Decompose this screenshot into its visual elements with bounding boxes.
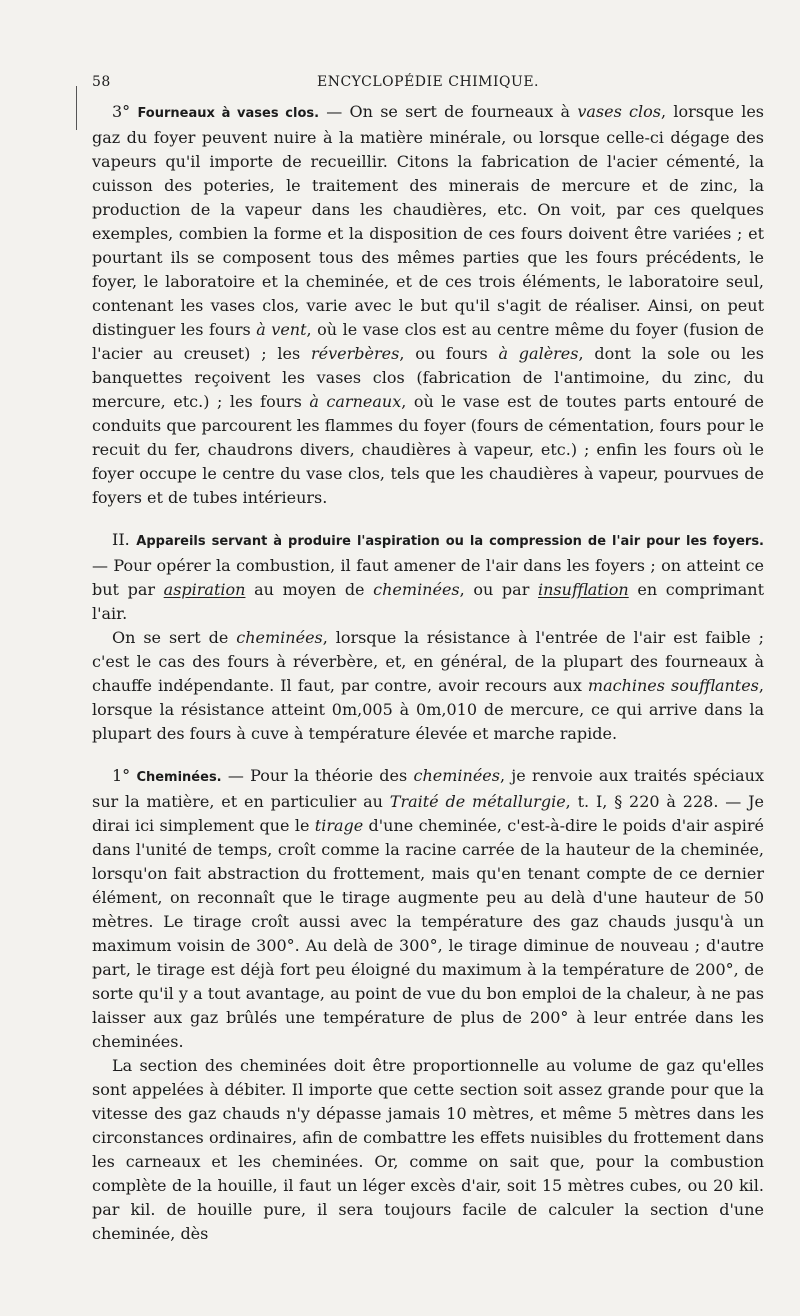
text-run: en comprimant l'air.: [92, 580, 764, 623]
section-heading: Appareils servant à produire l'aspiration ou la compression de l'air pour les foyers.: [136, 534, 764, 549]
text-run: d'une cheminée, c'est-à-dire le poids d'air aspiré dans l'unité de temps, croît comme la racine carrée de la hauteur de la cheminée, lorsqu'on fait abstraction du frottement, mais qu'en tenant compte de ce dernier élément, on reconnaît que le tirage augmente peu au delà d'une hauteur de 50 mètres. Le tirage croît aussi avec la température des gaz chauds jusqu'à un maximum voisin de 300°. Au delà de 300°, le tirage diminue de nouveau ; d'autre part, le tirage est déjà fort peu éloigné du maximum à la température de 200°, de sorte qu'il y a tout avantage, au point de vue du bon emploi de la chaleur, à ne pas laisser aux gaz brûlés une température de plus de 200° à leur entrée dans les cheminées.: [92, 816, 765, 1051]
italic-term: insufflation: [538, 580, 629, 599]
text-run: , dont la sole ou les banquettes reçoivent les vases clos (fabrication de l'antimoine, du zinc, du mercure, etc.) ; les fours: [92, 344, 764, 411]
page-header: [92, 74, 764, 98]
section-number: 1°: [112, 766, 131, 785]
text-run: , t. I, § 220 à 228. — Je dirai ici simplement que le: [92, 792, 765, 835]
italic-term: cheminées: [373, 580, 460, 599]
page-number: 58: [92, 74, 111, 90]
paragraph-cheminees-theorie: [92, 764, 764, 1054]
text-run: , ou par: [459, 580, 538, 599]
italic-term: cheminées: [236, 628, 323, 647]
italic-term: Traité de métallurgie: [389, 792, 566, 811]
italic-term: machines soufflantes: [587, 676, 759, 695]
section-heading: Cheminées.: [136, 770, 222, 785]
text-run: au moyen de: [245, 580, 374, 599]
italic-term: à carneaux: [309, 392, 402, 411]
text-run: — Pour opérer la combustion, il faut amener de l'air dans les foyers ; on atteint ce but par: [92, 556, 764, 599]
text-run: , lorsque la résistance atteint 0m,005 à 0m,010 de mercure, ce qui arrive dans la plupart des fours à cuve à température élevée et marche rapide.: [92, 676, 764, 743]
italic-term: réverbères: [311, 344, 400, 363]
italic-term: cheminées: [413, 766, 500, 785]
italic-term: à galères: [498, 344, 579, 363]
body-text: [92, 100, 764, 1246]
text-run: On se sert de: [112, 628, 237, 647]
paragraph-appareils-aspiration: [92, 528, 764, 626]
paragraph-section-cheminees: La section des cheminées doit être proportionnelle au volume de gaz qu'elles sont appelées à débiter. Il importe que cette section soit assez grande pour que la vitesse des gaz chauds n'y dépasse jamais 10 mètres, et même 5 mètres dans les circonstances ordinaires, afin de combattre les effets nuisibles du frottement dans les carneaux et les cheminées. Or, comme on sait que, pour la combustion complète de la houille, il faut un léger excès d'air, soit 15 mètres cubes, ou 20 kil. par kil. de houille pure, il sera toujours facile de calculer la section d'une cheminée, dès: [92, 1056, 764, 1243]
margin-mark: [76, 86, 85, 130]
page: [92, 74, 764, 1246]
text-run: , lorsque les gaz du foyer peuvent nuire à la matière minérale, ou lorsque celle-ci dégage des vapeurs qu'il importe de recueillir. Citons la fabrication de l'acier cémenté, la cuisson des poteries, le traitement des minerais de mercure et de zinc, la production de la vapeur dans les chaudières, etc. On voit, par ces quelques exemples, combien la forme et la disposition de ces fours doivent être variées ; et pourtant ils se composent tous des mêmes parties que les fours précédents, le foyer, le laboratoire et la cheminée, et de ces trois éléments, le laboratoire seul, contenant les vases clos, varie avec le but qu'il s'agit de réaliser. Ainsi, on peut distinguer les fours: [92, 102, 764, 339]
text-run: — On se sert de fourneaux à: [319, 102, 578, 121]
paragraph-cheminees-usage: [92, 626, 764, 746]
italic-term: à vent: [256, 320, 307, 339]
text-run: , lorsque la résistance à l'entrée de l'air est faible ; c'est le cas des fours à réverbère, et, en général, de la plupart des fourneaux à chauffe indépendante. Il faut, par contre, avoir recours aux: [92, 628, 764, 695]
italic-term: vases clos: [577, 102, 661, 121]
section-heading: Fourneaux à vases clos.: [137, 106, 320, 121]
section-number: II.: [112, 530, 130, 549]
running-title: ENCYCLOPÉDIE CHIMIQUE.: [317, 74, 539, 90]
text-run: , où le vase est de toutes parts entouré de conduits que parcourent les flammes du foyer (fours de cémentation, fours pour le recuit du fer, chaudrons divers, chaudières à vapeur, etc.) ; enfin les fours où le foyer occupe le centre du vase clos, tels que les chaudières à vapeur, pourvues de foyers et de tubes intérieurs.: [92, 392, 764, 507]
text-run: — Pour la théorie des: [221, 766, 414, 785]
italic-term: aspiration: [163, 580, 246, 599]
text-run: , ou fours: [399, 344, 499, 363]
text-run: , où le vase clos est au centre même du foyer (fusion de l'acier au creuset) ; les: [92, 320, 764, 363]
paragraph-fourneaux-vases-clos: [92, 100, 764, 510]
italic-term: tirage: [314, 816, 364, 835]
text-run: , je renvoie aux traités spéciaux sur la matière, et en particulier au: [92, 766, 764, 811]
section-number: 3°: [112, 102, 131, 121]
